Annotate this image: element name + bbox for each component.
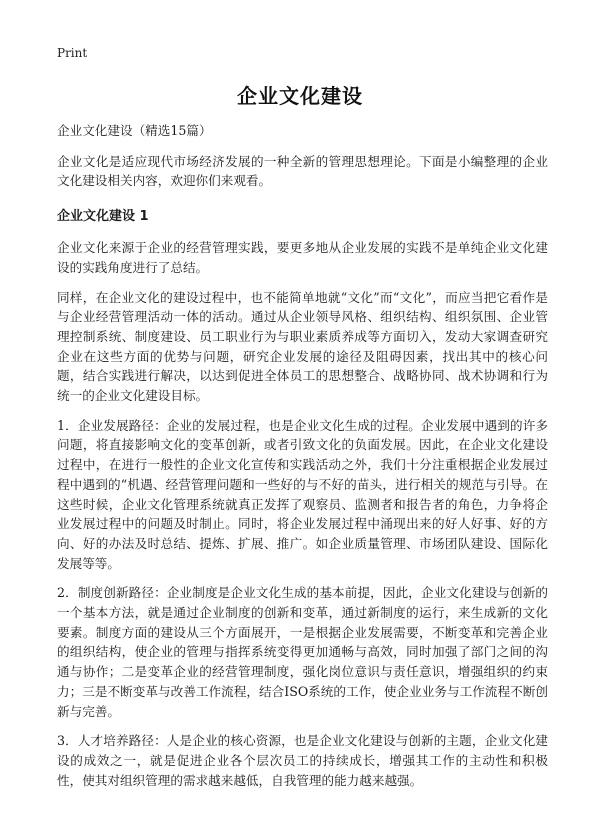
section-heading: 企业文化建设 1 bbox=[57, 209, 149, 225]
paragraph: 2．制度创新路径：企业制度是企业文化生成的基本前提，因此，企业文化建设与创新的一个基本方法，就是通过企业制度的创新和变革，通过新制度的运行，来生成新的文化要素。制度方面的建设从三个方面展开，一是根据企业发展需要，不断变革和完善企业的组织结构，使企业的管理与指挥系统变得更加通畅与高效，同时加强了部门之间的沟通与协作；二是变革企业的经营管理制度，强化岗位意识与责任意识，增强组织的约束力；三是不断变革与改善工作流程，结合ISO系统的工作，使企业业务与工作流程不断创新与完善。 bbox=[57, 585, 548, 719]
paragraph: 同样，在企业文化的建设过程中，也不能简单地就“文化”而“文化”，而应当把它看作是与企业经营管理活动一体的活动。通过从企业领导风格、组织结构、组织氛围、企业管理控制系统、制度建设、员工职业行为与职业素质养成等方面切入，发动大家调查研究企业在这些方面的优势与问题，研究企业发展的途径及阻碍因素，找出其中的核心问题，结合实践进行解决，以达到促进全体员工的思想整合、战略协同、战术协调和行为统一的企业文化建设目标。 bbox=[57, 289, 548, 404]
intro-paragraph: 企业文化是适应现代市场经济发展的一种全新的管理思想理论。下面是小编整理的企业文化建设相关内容，欢迎你们来观看。 bbox=[57, 153, 548, 189]
article-body bbox=[57, 121, 548, 800]
paragraph: 企业文化来源于企业的经营管理实践，要更多地从企业发展的实践不是单纯企业文化建设的实践角度进行了总结。 bbox=[57, 240, 548, 275]
page-title: 企业文化建设 bbox=[237, 84, 363, 108]
paragraph: 3．人才培养路径：人是企业的核心资源，也是企业文化建设与创新的主题，企业文化建设的成效之一，就是促进企业各个层次员工的持续成长，增强其工作的主动性和积极性，使其对组织管理的需求越来越低，自我管理的能力越来越强。 bbox=[57, 733, 548, 788]
article-subtitle: 企业文化建设（精选15篇） bbox=[57, 123, 212, 138]
paragraph: 1．企业发展路径：企业的发展过程，也是企业文化生成的过程。企业发展中遇到的许多问题，将直接影响文化的变革创新，或者引致文化的负面发展。因此，在企业文化建设过程中，在进行一般性的企业文化宣传和实践活动之外，我们十分注重根据企业发展过程中遇到的“机遇、经营管理问题和一些好的与不好的苗头，进行相关的规范与引导。在这些时候，企业文化管理系统就真正发挥了观察员、监测者和报告者的角色，力争将企业发展过程中的问题及时制止。同时，将企业发展过程中涌现出来的好人好事、好的方向、好的办法及时总结、提炼、扩展、推广。如企业质量管理、市场团队建设、国际化发展等等。 bbox=[57, 417, 548, 571]
print-link[interactable]: Print bbox=[57, 46, 88, 60]
